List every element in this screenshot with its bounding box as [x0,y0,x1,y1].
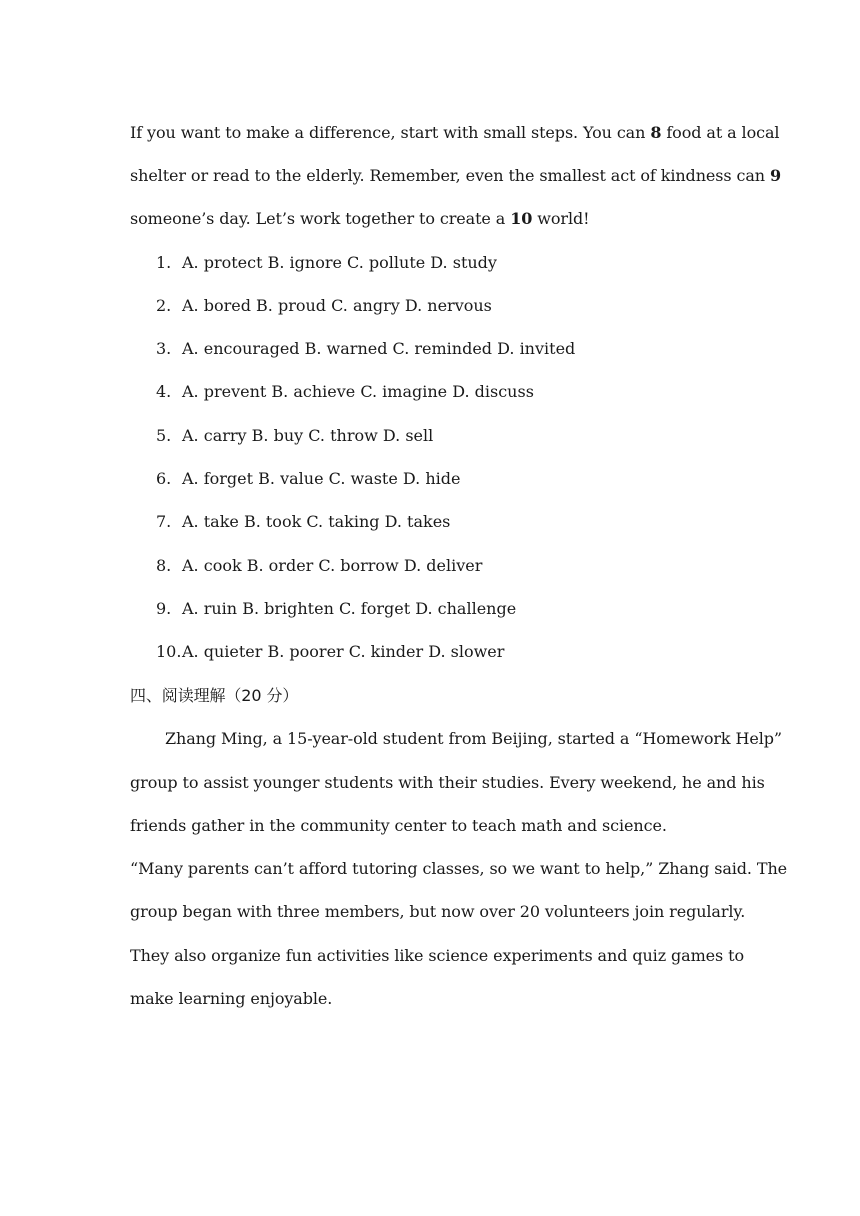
option-row [156,555,482,577]
option-row [156,338,575,360]
option-number: 3. [156,339,172,358]
option-number: 7. [156,512,172,531]
blank-number: 8 [650,123,662,142]
option-row [156,252,497,274]
option-text: A. carry B. buy C. throw D. sell [182,426,434,445]
passage-line: group to assist younger students with their studies. Every weekend, he and his [130,773,765,792]
blank-number: 9 [769,166,782,185]
option-number: 4. [156,382,172,401]
option-text: A. bored B. proud C. angry D. nervous [182,296,492,315]
cloze-line-2 [130,165,782,187]
option-text: A. quieter B. poorer C. kinder D. slower [182,642,505,661]
option-row [156,598,516,620]
option-text: A. ruin B. brighten C. forget D. challenge [182,599,517,618]
text: someone’s day. Let’s work together to create a [130,209,511,228]
blank-number: 10 [510,209,533,228]
section-heading: 四、阅读理解（20 分） [130,686,299,705]
cloze-line-1 [130,122,780,144]
passage-line: “Many parents can’t afford tutoring classes, so we want to help,” Zhang said. The [130,859,788,878]
option-text: A. forget B. value C. waste D. hide [182,469,461,488]
text: food at a local [661,123,780,142]
option-number: 9. [156,599,172,618]
option-text: A. protect B. ignore C. pollute D. study [182,253,497,272]
option-number: 5. [156,426,172,445]
passage-line: group began with three members, but now over 20 volunteers join regularly. [130,902,746,921]
option-text: A. cook B. order C. borrow D. deliver [182,556,483,575]
option-row [156,641,504,663]
option-number: 1. [156,253,172,272]
option-row [156,295,492,317]
text: shelter or read to the elderly. Remember, even the smallest act of kindness can [130,166,770,185]
cloze-line-3 [130,208,740,230]
text: world! [532,209,590,228]
text: If you want to make a difference, start with small steps. You can [130,123,651,142]
option-number: 10. [156,642,182,661]
option-text: A. encouraged B. warned C. reminded D. invited [182,339,576,358]
option-number: 8. [156,556,172,575]
passage-line: They also organize fun activities like science experiments and quiz games to [130,946,744,965]
option-row [156,511,450,533]
passage-line: friends gather in the community center to teach math and science. [130,816,667,835]
option-row [156,381,534,403]
option-text: A. take B. took C. taking D. takes [182,512,451,531]
passage-line: Zhang Ming, a 15-year-old student from Beijing, started a “Homework Help” [165,729,782,748]
passage-line: make learning enjoyable. [130,989,333,1008]
option-number: 2. [156,296,172,315]
option-row [156,468,460,490]
option-text: A. prevent B. achieve C. imagine D. discuss [182,382,534,401]
option-number: 6. [156,469,172,488]
option-row [156,425,433,447]
